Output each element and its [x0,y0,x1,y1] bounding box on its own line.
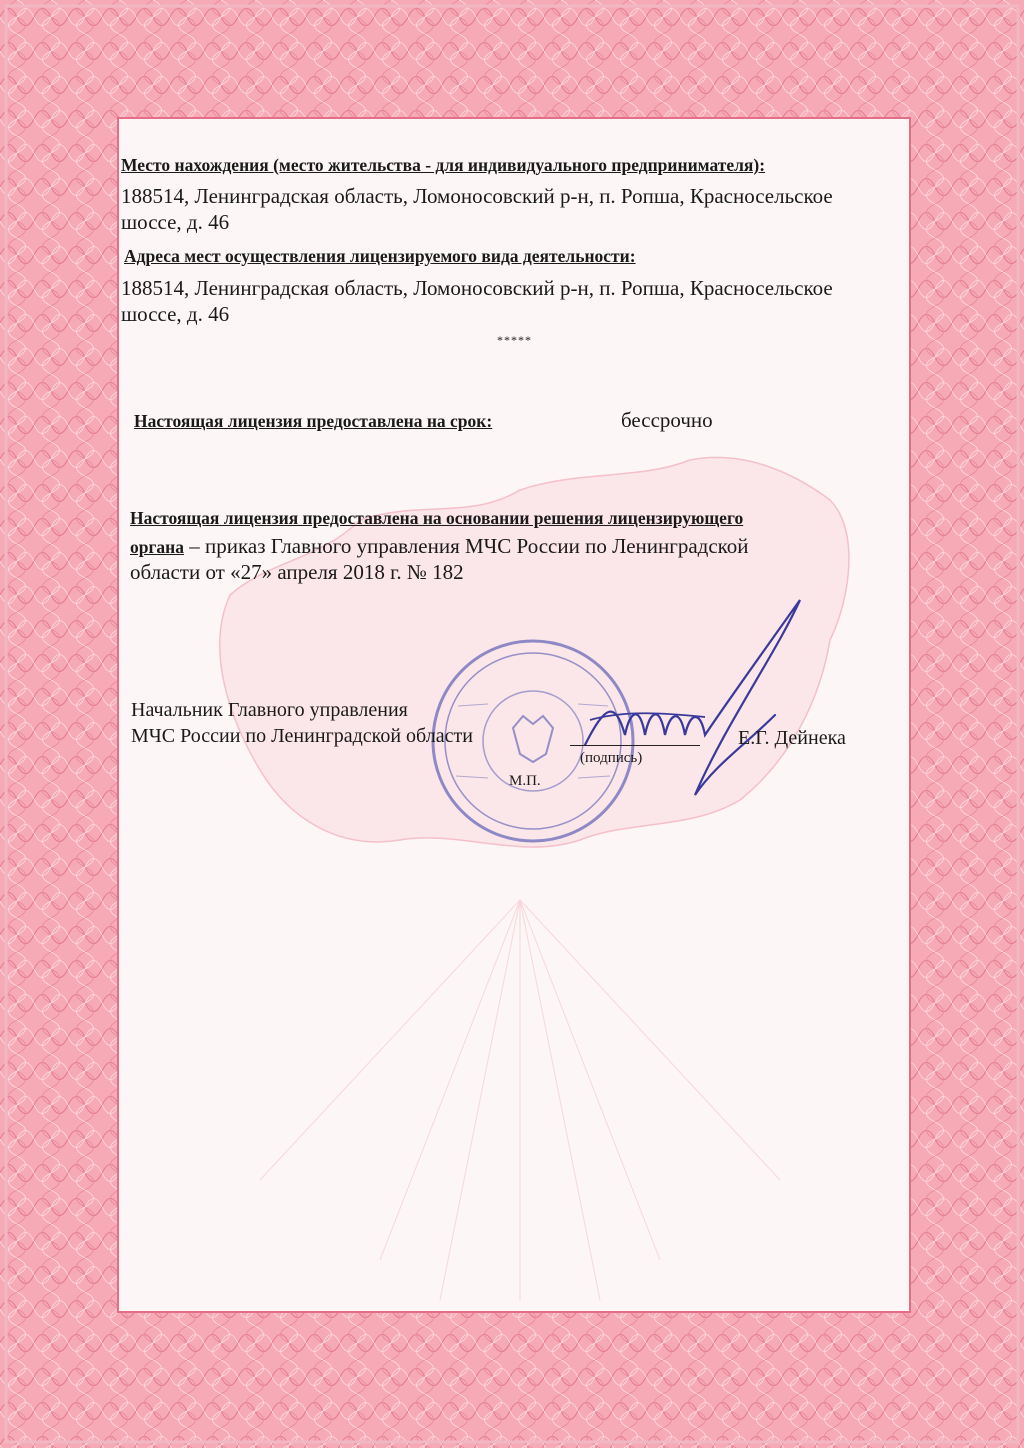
signatory-name: Е.Г. Дейнека [738,727,846,749]
basis-label-line-1: Настоящая лицензия предоставлена на основании решения лицензирующего [130,508,744,528]
location-header: Место нахождения (место жительства - для индивидуального предпринимателя): [121,155,766,175]
basis-text-line-2: – приказ Главного управления МЧС России по Ленинградской [184,534,749,558]
location-address-line-1: 188514, Ленинградская область, Ломоносовский р-н, п. Ропша, Красносельское [121,184,833,208]
activity-header: Адреса мест осуществления лицензируемого вида деятельности: [124,246,636,266]
signature-caption: (подпись) [580,750,643,766]
signatory-position-line-2: МЧС России по Ленинградской области [131,725,473,747]
signatory-position-line-1: Начальник Главного управления [131,699,408,721]
activity-address-line-2: шоссе, д. 46 [121,302,230,326]
stamp-mark: М.П. [509,773,541,789]
term-value: бессрочно [621,408,713,432]
location-address-line-2: шоссе, д. 46 [121,210,230,234]
basis-line-2 [130,533,749,560]
basis-label-line-2: органа [130,537,185,557]
basis-text-line-3: области от «27» апреля 2018 г. № 182 [130,560,464,584]
term-label: Настоящая лицензия предоставлена на срок: [134,411,493,431]
separator-stars: ***** [497,333,532,347]
signature-line [570,745,700,746]
activity-address-line-1: 188514, Ленинградская область, Ломоносовский р-н, п. Ропша, Красносельское [121,276,833,300]
